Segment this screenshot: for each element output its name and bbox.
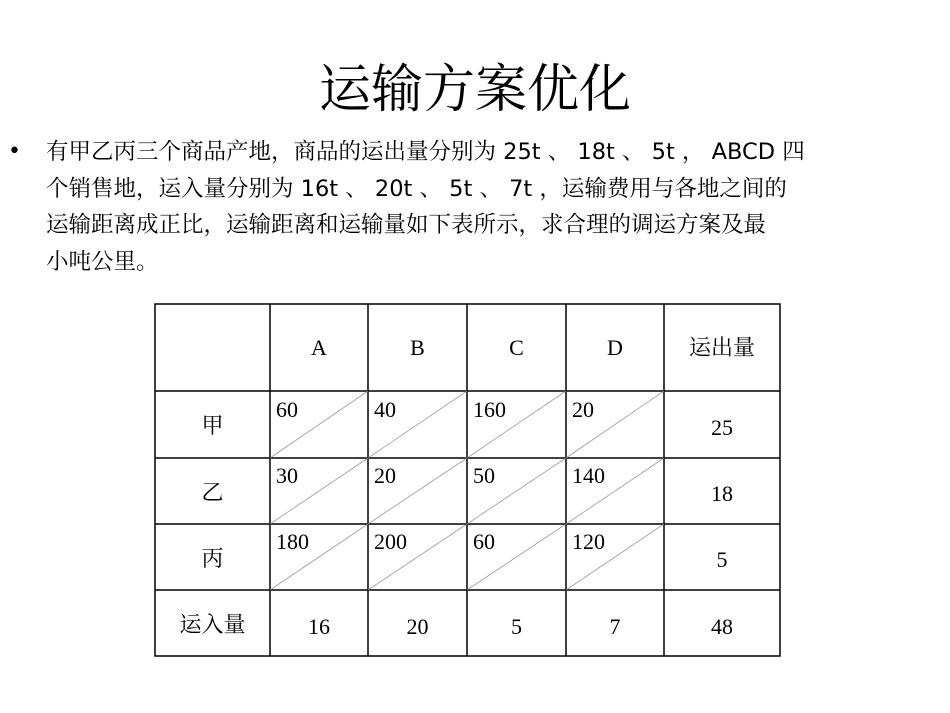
demand-row-label: 运入量 [179, 613, 246, 638]
row-label-yi: 乙 [201, 481, 224, 506]
supply-cell: 5 [716, 547, 728, 572]
description-line: 小吨公里。 [46, 248, 159, 275]
distance-cell: 20 [374, 463, 396, 488]
column-header-d: D [607, 335, 623, 360]
demand-cell: 7 [609, 614, 621, 639]
distance-cell: 120 [572, 529, 605, 554]
distance-cell: 20 [572, 397, 594, 422]
bullet-marker: • [8, 139, 21, 164]
slide-title: 运输方案优化 [318, 60, 631, 120]
description-line: 个销售地，运入量分别为 16t 、 20t 、 5t 、 7t ，运输费用与各地之间的 [46, 175, 787, 202]
demand-cell: 16 [308, 614, 330, 639]
row-label-bing: 丙 [201, 547, 224, 572]
column-header-b: B [410, 335, 425, 360]
column-header-a: A [311, 335, 327, 360]
row-label-jia: 甲 [201, 414, 224, 439]
column-header-supply: 运出量 [688, 336, 755, 361]
distance-cell: 30 [276, 463, 298, 488]
total-cell: 48 [711, 614, 733, 639]
distance-cell: 40 [374, 397, 396, 422]
distance-cell: 200 [374, 529, 407, 554]
demand-cell: 5 [511, 614, 522, 639]
distance-cell: 180 [276, 529, 309, 554]
distance-cell: 160 [473, 397, 506, 422]
supply-cell: 18 [711, 481, 733, 506]
description-line: 有甲乙丙三个商品产地，商品的运出量分别为 25t 、 18t 、 5t ， ABCD 四 [46, 139, 805, 165]
description-line: 运输距离成正比，运输距离和运输量如下表所示，求合理的调运方案及最 [46, 212, 767, 238]
column-header-c: C [509, 335, 524, 360]
distance-cell: 50 [473, 463, 495, 488]
supply-cell: 25 [711, 415, 733, 440]
demand-cell: 20 [406, 614, 429, 639]
distance-cell: 60 [473, 529, 495, 554]
distance-cell: 60 [276, 397, 298, 422]
distance-cell: 140 [572, 463, 605, 488]
